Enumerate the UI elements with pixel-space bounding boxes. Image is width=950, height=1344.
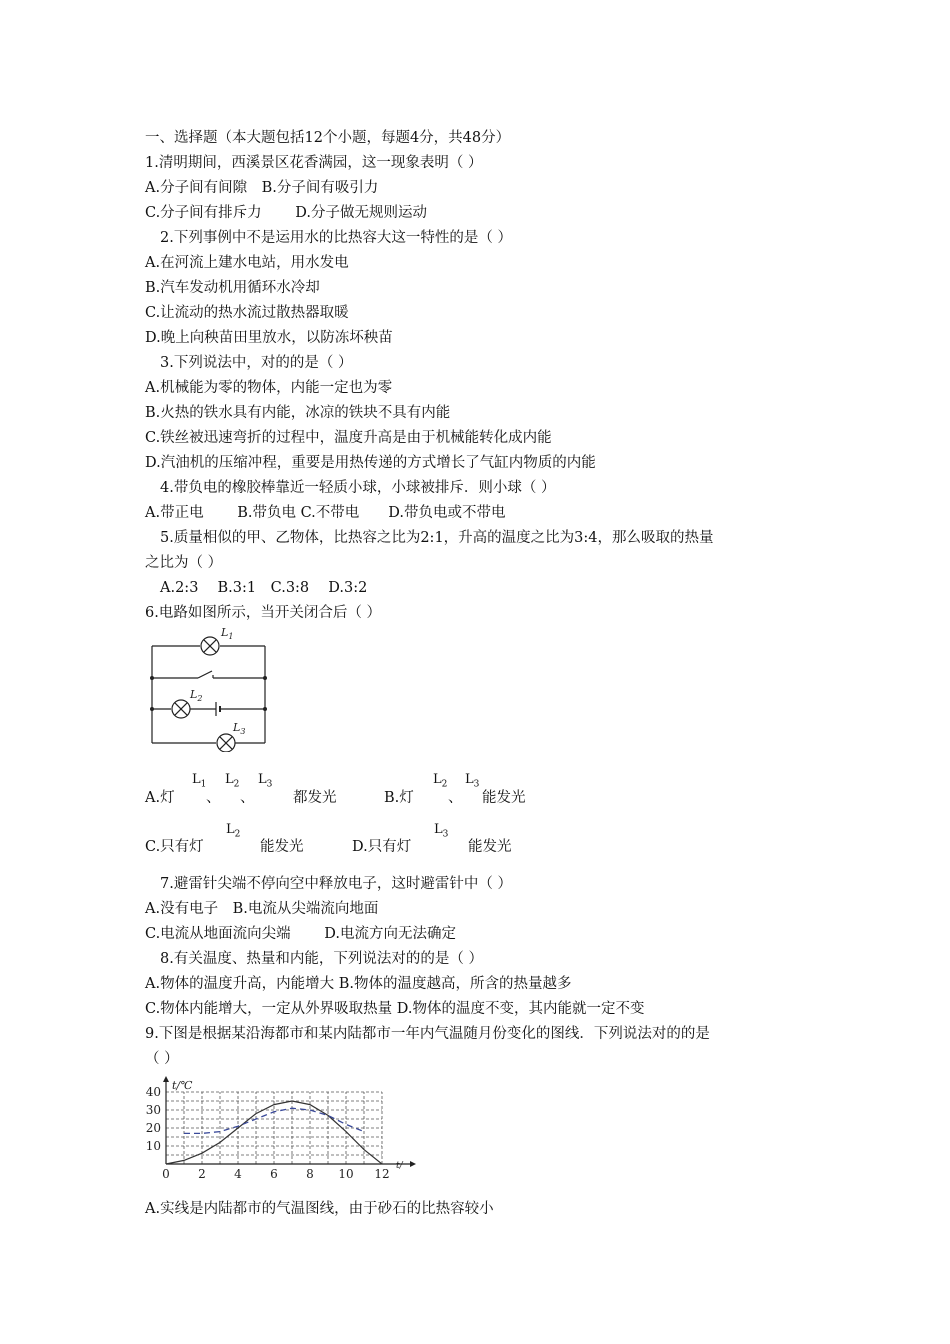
q4-stem: 4.带负电的橡胶棒靠近一轻质小球，小球被排斥．则小球（ ） <box>160 480 556 496</box>
chart-grid <box>166 1092 382 1164</box>
junction-dot <box>263 707 267 711</box>
q6-option-a-suffix: 都发光 <box>293 790 337 806</box>
q6-option-b-sep: 、 <box>448 790 463 806</box>
q2-option-d: D.晚上向秧苗田里放水，以防冻坏秧苗 <box>145 330 393 346</box>
x-tick-label: 12 <box>374 1167 390 1180</box>
q1-options-ab: A.分子间有间隙 B.分子间有吸引力 <box>145 180 379 196</box>
q6-option-a-sep1: 、 <box>206 790 221 806</box>
q6-option-b-l2: $L_2$ <box>433 772 448 790</box>
q9-stem-line1: 9.下图是根据某沿海都市和某内陆都市一年内气温随月份变化的图线．下列说法对的的是 <box>145 1026 710 1042</box>
junction-dot <box>150 707 154 711</box>
q9-stem-line2: （ ） <box>145 1051 179 1067</box>
x-tick-label: 8 <box>306 1167 314 1180</box>
circuit-diagram <box>140 622 280 752</box>
section-title: 一、选择题（本大题包括12个小题，每题4分，共48分） <box>145 130 511 146</box>
y-axis-label: t/℃ <box>172 1079 193 1092</box>
q3-stem: 3.下列说法中，对的的是（ ） <box>160 355 353 371</box>
x-tick-label: 4 <box>234 1167 242 1180</box>
x-tick-label: 2 <box>198 1167 206 1180</box>
x-tick-label: 6 <box>270 1167 278 1180</box>
temperature-chart <box>140 1068 430 1180</box>
q5-stem-line1: 5.质量相似的甲、乙物体，比热容之比为2:1，升高的温度之比为3:4，那么吸取的热量 <box>160 530 714 546</box>
junction-dot <box>263 676 267 680</box>
chart-axes <box>163 1076 416 1171</box>
lamp-l3-label: $L_3$ <box>233 721 246 736</box>
q1-options-cd: C.分子间有排斥力 D.分子做无规则运动 <box>145 205 428 221</box>
q8-options-cd: C.物体内能增大，一定从外界吸取热量 D.物体的温度不变，其内能就一定不变 <box>145 1001 645 1017</box>
y-tick-label: 20 <box>145 1121 161 1135</box>
q6-option-b-prefix: B.灯 <box>384 790 414 806</box>
x-tick-label: 10 <box>338 1167 354 1180</box>
y-axis-arrow <box>163 1076 169 1082</box>
y-tick-label: 40 <box>145 1085 161 1099</box>
x-tick-label: 0 <box>162 1167 170 1180</box>
x-axis-label: t/ <box>396 1161 403 1171</box>
q8-options-ab: A.物体的温度升高，内能增大 B.物体的温度越高，所含的热量越多 <box>145 976 572 992</box>
x-axis-arrow <box>410 1161 416 1167</box>
q4-options: A.带正电 B.带负电 C.不带电 D.带负电或不带电 <box>145 505 506 521</box>
series-dashed-line <box>184 1108 364 1133</box>
q6-option-c-l: $L_2$ <box>226 822 241 840</box>
q6-stem: 6.电路如图所示，当开关闭合后（ ） <box>145 605 381 621</box>
q6-option-a-l2: $L_2$ <box>225 772 240 790</box>
q5-options: A.2:3 B.3:1 C.3:8 D.3:2 <box>160 580 368 596</box>
q9-option-a: A.实线是内陆都市的气温图线，由于砂石的比热容较小 <box>145 1201 494 1217</box>
chart-tick-labels <box>146 1085 390 1180</box>
q6-option-b-l3: $L_3$ <box>465 772 480 790</box>
q6-option-d-l: $L_3$ <box>434 822 449 840</box>
q7-options-cd: C.电流从地面流向尖端 D.电流方向无法确定 <box>145 926 457 942</box>
q6-option-c-prefix: C.只有灯 <box>145 839 204 855</box>
q3-option-a: A.机械能为零的物体，内能一定也为零 <box>145 380 393 396</box>
q6-option-a-l3: $L_3$ <box>258 772 273 790</box>
q6-option-d-prefix: D.只有灯 <box>352 839 412 855</box>
lamp-l2-label: $L_2$ <box>190 688 203 703</box>
q6-option-d-suffix: 能发光 <box>468 839 512 855</box>
q8-stem: 8.有关温度、热量和内能，下列说法对的的是（ ） <box>160 951 483 967</box>
q3-option-c: C.铁丝被迅速弯折的过程中，温度升高是由于机械能转化成内能 <box>145 430 552 446</box>
q6-option-a-prefix: A.灯 <box>145 790 175 806</box>
q6-option-a-l1: $L_1$ <box>192 772 207 790</box>
q2-stem: 2.下列事例中不是运用水的比热容大这一特性的是（ ） <box>160 230 512 246</box>
q6-option-a-sep2: 、 <box>240 790 255 806</box>
q3-option-b: B.火热的铁水具有内能，冰凉的铁块不具有内能 <box>145 405 451 421</box>
q3-option-d: D.汽油机的压缩冲程，重要是用热传递的方式增长了气缸内物质的内能 <box>145 455 596 471</box>
q7-stem: 7.避雷针尖端不停向空中释放电子，这时避雷针中（ ） <box>160 876 512 892</box>
y-tick-label: 10 <box>145 1139 161 1153</box>
junction-dot <box>150 676 154 680</box>
lamp-l1-label: $L_1$ <box>221 626 234 641</box>
switch-icon <box>198 671 212 678</box>
q2-option-b: B.汽车发动机用循环水冷却 <box>145 280 320 296</box>
q6-option-c-suffix: 能发光 <box>260 839 304 855</box>
q7-options-ab: A.没有电子 B.电流从尖端流向地面 <box>145 901 379 917</box>
q6-option-b-suffix: 能发光 <box>482 790 526 806</box>
q5-stem-line2: 之比为（ ） <box>145 555 223 571</box>
q2-option-a: A.在河流上建水电站，用水发电 <box>145 255 349 271</box>
y-tick-label: 30 <box>145 1103 161 1117</box>
q2-option-c: C.让流动的热水流过散热器取暖 <box>145 305 349 321</box>
q1-stem: 1.清明期间，西溪景区花香满园，这一现象表明（ ） <box>145 155 483 171</box>
